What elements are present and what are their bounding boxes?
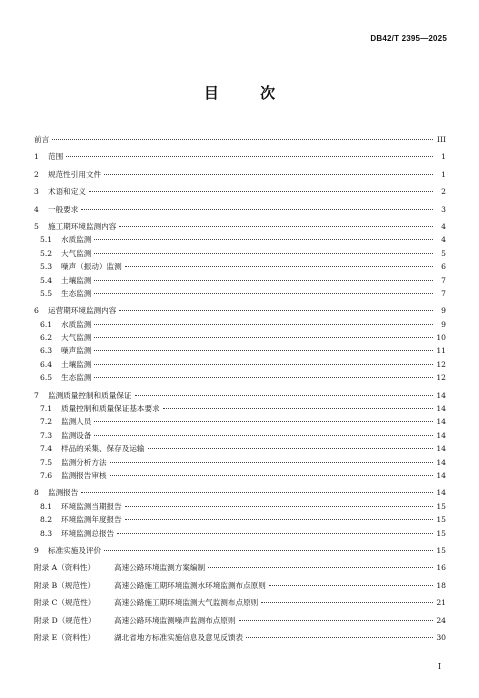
- toc-entry-label: 运营期环境监测内容: [48, 306, 117, 316]
- toc-entry[interactable]: [34, 561, 446, 574]
- toc-entry[interactable]: [34, 331, 446, 344]
- toc-entry-page: 7: [441, 275, 446, 285]
- toc-entry-label: 噪声（振动）监测: [61, 262, 122, 272]
- toc-entry-number: 6: [34, 306, 39, 316]
- dot-leader: [104, 550, 433, 551]
- dot-leader: [52, 139, 433, 140]
- toc-entry-page: 14: [436, 470, 446, 480]
- dot-leader: [110, 462, 433, 463]
- toc-entry-number: 7.3: [40, 430, 53, 440]
- toc-entry-page: 15: [436, 545, 446, 555]
- dot-leader: [94, 324, 433, 325]
- toc-entry-number: 8.3: [40, 528, 53, 538]
- toc-entry-label: 监测分析方法: [61, 457, 107, 467]
- table-of-contents: [34, 133, 446, 644]
- toc-entry-page: 21: [436, 598, 446, 608]
- toc-entry-label: 土壤监测: [61, 359, 92, 369]
- toc-entry-number: 7.4: [40, 444, 53, 454]
- toc-entry-label: 高速公路施工期环境监测水环境监测布点原则: [114, 580, 266, 590]
- toc-entry-page: 2: [441, 187, 446, 197]
- toc-entry[interactable]: [34, 203, 446, 216]
- dot-leader: [148, 448, 433, 449]
- toc-entry-number: 8: [34, 488, 39, 498]
- dot-leader: [94, 280, 433, 281]
- toc-entry-page: 15: [436, 501, 446, 511]
- toc-entry[interactable]: [34, 344, 446, 357]
- toc-entry[interactable]: [34, 304, 446, 317]
- toc-entry-page: 9: [441, 319, 446, 329]
- toc-entry-label: 环境监测总报告: [61, 528, 115, 538]
- toc-entry-number: 5.2: [40, 248, 53, 258]
- toc-entry[interactable]: [34, 442, 446, 455]
- toc-entry-label: 湖北省地方标准实施信息及意见反馈表: [114, 632, 244, 642]
- standard-code: DB42/T 2395—2025: [370, 34, 447, 43]
- toc-entry[interactable]: [34, 527, 446, 540]
- toc-entry-label: 土壤监测: [61, 275, 92, 285]
- toc-entry-page: 15: [436, 515, 446, 525]
- toc-entry[interactable]: [34, 168, 446, 181]
- toc-entry-number: 5.4: [40, 275, 53, 285]
- dot-leader: [125, 519, 433, 520]
- dot-leader: [94, 253, 433, 254]
- toc-entry-number: 5.3: [40, 262, 53, 272]
- toc-entry-number: 1: [34, 152, 39, 162]
- toc-entry-label: 施工期环境监测内容: [48, 221, 117, 231]
- dot-leader: [94, 421, 433, 422]
- toc-entry[interactable]: [34, 247, 446, 260]
- toc-entry-page: 1: [441, 169, 446, 179]
- toc-entry[interactable]: [34, 150, 446, 163]
- dot-leader: [119, 226, 433, 227]
- toc-entry-number: 6.4: [40, 359, 53, 369]
- dot-leader: [125, 506, 433, 507]
- toc-entry-page: 30: [436, 632, 446, 642]
- toc-entry-page: 14: [436, 444, 446, 454]
- dot-leader: [94, 364, 433, 365]
- toc-entry-page: 6: [441, 262, 446, 272]
- toc-entry-page: 14: [436, 457, 446, 467]
- toc-entry-number: 8.2: [40, 515, 53, 525]
- toc-entry-number: 5.5: [40, 288, 53, 298]
- dot-leader: [81, 492, 433, 493]
- toc-entry-label: 大气监测: [61, 333, 92, 343]
- dot-leader: [125, 266, 433, 267]
- toc-entry[interactable]: [34, 486, 446, 499]
- toc-entry-number: 7: [34, 390, 39, 400]
- toc-entry-number: 7.6: [40, 470, 53, 480]
- dot-leader: [94, 435, 433, 436]
- toc-entry-page: 7: [441, 288, 446, 298]
- dot-leader: [94, 239, 433, 240]
- toc-entry-label: 监测人员: [61, 417, 92, 427]
- toc-entry-label: 规范性引用文件: [48, 169, 102, 179]
- toc-entry[interactable]: [34, 287, 446, 300]
- toc-entry-number: 5.1: [40, 235, 53, 245]
- dot-leader: [239, 620, 434, 621]
- toc-entry[interactable]: [34, 456, 446, 469]
- toc-entry-page: 12: [436, 373, 446, 383]
- dot-leader: [94, 293, 433, 294]
- toc-entry-page: III: [437, 135, 446, 144]
- dot-leader: [119, 310, 433, 311]
- toc-entry[interactable]: [34, 371, 446, 384]
- toc-entry-label: 监测报告: [48, 488, 79, 498]
- dot-leader: [208, 567, 433, 568]
- toc-entry-page: 10: [436, 333, 446, 343]
- toc-entry-label: 噪声监测: [61, 346, 92, 356]
- toc-entry-number: 8.1: [40, 501, 53, 511]
- page-title: 目 次: [203, 84, 294, 102]
- toc-entry[interactable]: [34, 631, 446, 644]
- toc-entry-label: 监测设备: [61, 430, 92, 440]
- toc-entry-label: 生态监测: [61, 373, 92, 383]
- dot-leader: [261, 602, 433, 603]
- toc-entry-number: 附录 D（规范性）: [34, 615, 96, 625]
- toc-entry-label: 高速公路环境监测方案编制: [114, 563, 206, 573]
- toc-entry-label: 高速公路环境监测噪声监测布点原则: [114, 615, 236, 625]
- toc-entry[interactable]: [34, 469, 446, 482]
- toc-entry-number: 7.5: [40, 457, 53, 467]
- toc-entry[interactable]: [34, 220, 446, 233]
- toc-entry[interactable]: [34, 429, 446, 442]
- toc-entry[interactable]: [34, 579, 446, 592]
- toc-entry-label: 质量控制和质量保证基本要求: [61, 404, 160, 414]
- dot-leader: [246, 637, 433, 638]
- toc-entry[interactable]: [34, 415, 446, 428]
- toc-entry-label: 高速公路施工期环境监测大气监测布点原则: [114, 598, 259, 608]
- toc-entry-page: 4: [441, 221, 446, 231]
- toc-entry-number: 附录 A（资料性）: [34, 563, 96, 573]
- dot-leader: [163, 408, 433, 409]
- toc-entry-label: 前言: [34, 135, 50, 144]
- toc-entry-label: 监测报告审核: [61, 470, 107, 480]
- toc-entry-label: 生态监测: [61, 288, 92, 298]
- toc-entry-page: 15: [436, 528, 446, 538]
- dot-leader: [110, 475, 433, 476]
- toc-entry-number: 附录 B（规范性）: [34, 580, 96, 590]
- toc-entry-page: 14: [436, 488, 446, 498]
- toc-entry[interactable]: [34, 185, 446, 198]
- toc-entry-number: 6.2: [40, 333, 53, 343]
- toc-entry-number: 4: [34, 204, 39, 214]
- toc-entry-page: 16: [436, 563, 446, 573]
- toc-entry-page: 1: [441, 152, 446, 162]
- toc-entry-label: 环境监测当期报告: [61, 501, 122, 511]
- dot-leader: [89, 191, 433, 192]
- dot-leader: [94, 377, 433, 378]
- toc-entry-number: 7.1: [40, 404, 53, 414]
- toc-entry[interactable]: [34, 614, 446, 627]
- toc-entry-number: 2: [34, 169, 39, 179]
- toc-entry[interactable]: [34, 500, 446, 513]
- toc-entry-number: 9: [34, 545, 39, 555]
- toc-entry-page: 24: [436, 615, 446, 625]
- toc-entry[interactable]: [34, 260, 446, 273]
- toc-entry-number: 7.2: [40, 417, 53, 427]
- toc-entry-label: 监测质量控制和质量保证: [48, 390, 132, 400]
- toc-entry-label: 范围: [48, 152, 64, 162]
- toc-entry-label: 一般要求: [48, 204, 79, 214]
- dot-leader: [66, 156, 433, 157]
- toc-entry-number: 6.5: [40, 373, 53, 383]
- toc-entry-page: 5: [441, 248, 446, 258]
- toc-entry-number: 5: [34, 221, 39, 231]
- toc-entry-page: 4: [441, 235, 446, 245]
- dot-leader: [104, 174, 433, 175]
- toc-entry[interactable]: [34, 402, 446, 415]
- toc-entry[interactable]: [34, 596, 446, 609]
- toc-entry-page: 9: [441, 306, 446, 316]
- toc-entry[interactable]: [34, 318, 446, 331]
- toc-entry-page: 14: [436, 430, 446, 440]
- toc-entry-page: 11: [436, 346, 446, 356]
- toc-entry-label: 标准实施及评价: [48, 545, 102, 555]
- toc-entry-number: 3: [34, 187, 39, 197]
- toc-entry-number: 附录 E（资料性）: [34, 632, 96, 642]
- toc-entry-label: 水质监测: [61, 235, 92, 245]
- toc-entry-label: 环境监测年度报告: [61, 515, 122, 525]
- toc-entry[interactable]: [34, 274, 446, 287]
- toc-entry[interactable]: [34, 358, 446, 371]
- toc-entry[interactable]: [34, 544, 446, 557]
- toc-entry[interactable]: [34, 233, 446, 246]
- toc-entry[interactable]: [34, 389, 446, 402]
- page-number: I: [437, 662, 441, 671]
- toc-entry-page: 14: [436, 390, 446, 400]
- toc-entry-page: 14: [436, 404, 446, 414]
- dot-leader: [135, 395, 433, 396]
- toc-entry-number: 6.1: [40, 319, 53, 329]
- toc-entry[interactable]: [34, 513, 446, 526]
- toc-entry[interactable]: [34, 133, 446, 146]
- dot-leader: [94, 350, 433, 351]
- toc-entry-number: 附录 C（规范性）: [34, 598, 96, 608]
- toc-entry-label: 样品的采集、保存及运输: [61, 444, 145, 454]
- dot-leader: [81, 209, 433, 210]
- toc-entry-page: 14: [436, 417, 446, 427]
- toc-entry-label: 水质监测: [61, 319, 92, 329]
- toc-entry-page: 12: [436, 359, 446, 369]
- toc-entry-label: 术语和定义: [48, 187, 86, 197]
- dot-leader: [269, 585, 433, 586]
- toc-entry-number: 6.3: [40, 346, 53, 356]
- toc-entry-page: 3: [441, 204, 446, 214]
- toc-entry-label: 大气监测: [61, 248, 92, 258]
- dot-leader: [117, 533, 433, 534]
- toc-entry-page: 18: [436, 580, 446, 590]
- dot-leader: [94, 337, 433, 338]
